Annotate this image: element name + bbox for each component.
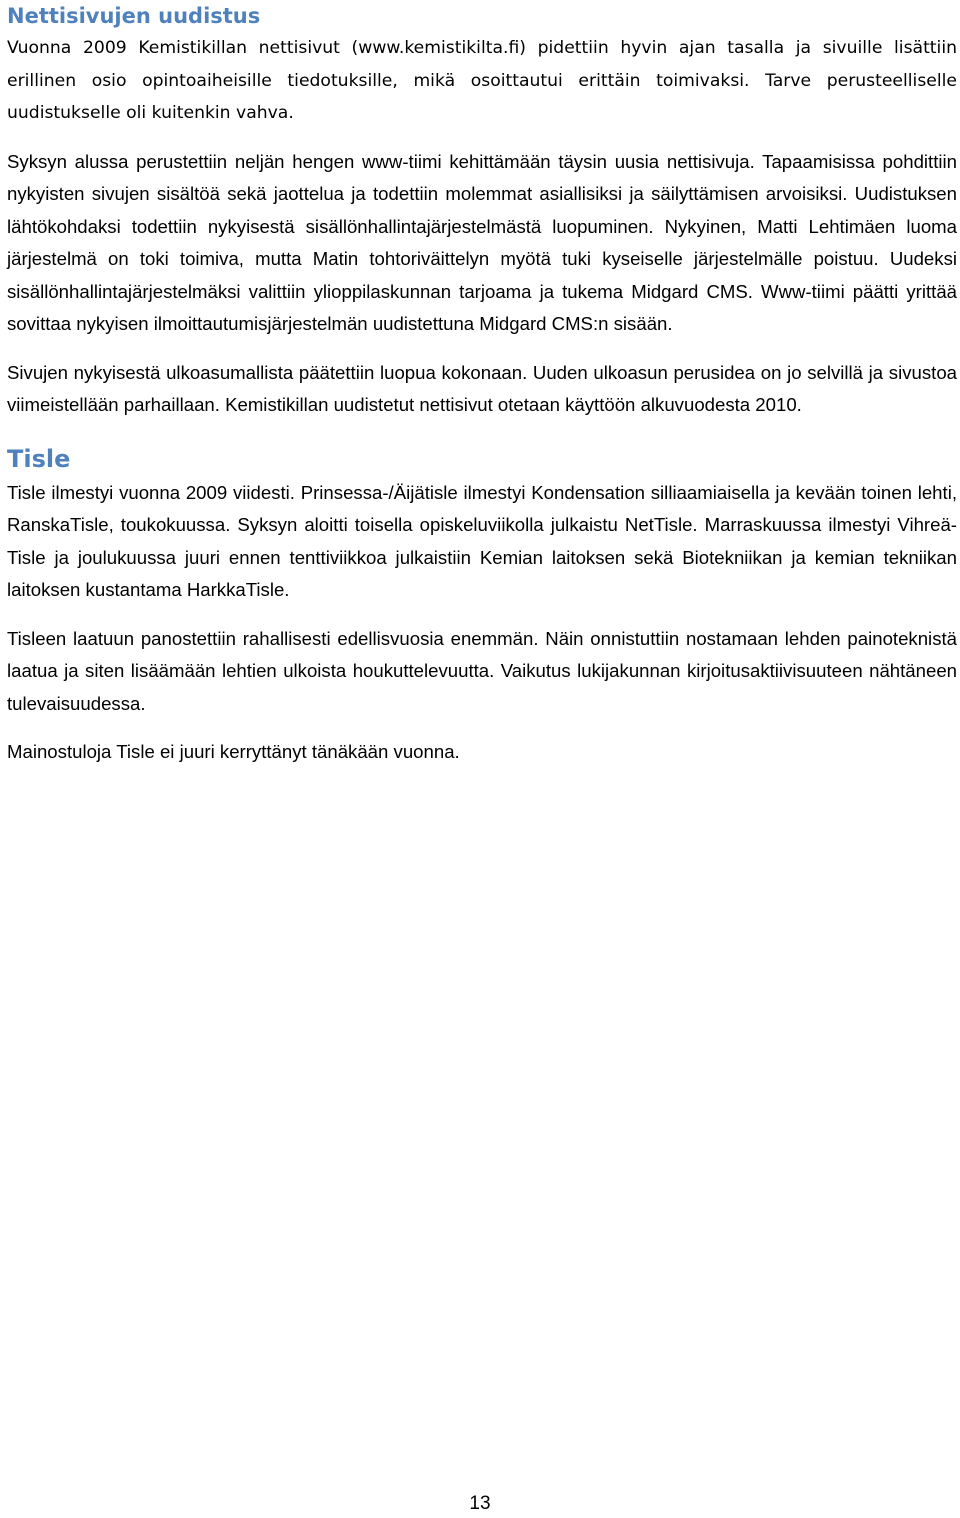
section-heading-website-renewal: Nettisivujen uudistus — [7, 4, 261, 28]
document-page — [7, 0, 957, 785]
paragraph: Syksyn alussa perustettiin neljän hengen www-tiimi kehittämään täysin uusia nettisivuja. Tapaamisissa pohdittiin nykyisten sivujen sisältöä sekä jaottelua ja todettiin molemmat asiallisiksi ja säilyttämisen arvoisiksi. Uudistuksen lähtökohdaksi todettiin nykyisestä sisällönhallintajärjestelmästä luopuminen. Nykyinen, Matti Lehtimäen luoma järjestelmä on toki toimiva, mutta Matin tohtoriväittelyn myötä tuki kyseiselle järjestelmälle poistuu. Uudeksi sisällönhallintajärjestelmäksi valittiin ylioppilaskunnan tarjoama ja tukema Midgard CMS. Www-tiimi päätti yrittää sovittaa nykyisen ilmoittautumisjärjestelmän uudistettuna Midgard CMS:n sisään. — [7, 150, 957, 334]
paragraph: Mainostuloja Tisle ei juuri kerryttänyt tänäkään vuonna. — [7, 741, 460, 762]
paragraph: Tisleen laatuun panostettiin rahallisesti edellisvuosia enemmän. Näin onnistuttiin nostamaan lehden painoteknistä laatua ja siten lisäämään lehtien ulkoista houkuttelevuutta. Vaikutus lukijakunnan kirjoitusaktiivisuuteen nähtäneen tulevaisuudessa. — [7, 627, 957, 714]
paragraph: Tisle ilmestyi vuonna 2009 viidesti. Prinsessa-/Äijätisle ilmestyi Kondensation silliaamiaisella ja kevään toinen lehti, RanskaTisle, toukokuussa. Syksyn aloitti toisella opiskeluviikolla julkaistu NetTisle. Marraskuussa ilmestyi Vihreä-Tisle ja joulukuussa juuri ennen tenttiviikkoa julkaistiin Kemian laitoksen sekä Biotekniikan ja kemian tekniikan laitoksen kustantama HarkkaTisle. — [7, 481, 957, 600]
paragraph: Vuonna 2009 Kemistikillan nettisivut (www.kemistikilta.fi) pidettiin hyvin ajan tasalla ja sivuille lisättiin erillinen osio opintoaiheisille tiedotuksille, mikä osoittautui erittäin toimivaksi. Tarve perusteelliselle uudistukselle oli kuitenkin vahva. — [7, 38, 957, 123]
page-number: 13 — [469, 1493, 491, 1514]
section-heading-tisle: Tisle — [7, 444, 71, 473]
paragraph: Sivujen nykyisestä ulkoasumallista päätettiin luopua kokonaan. Uuden ulkoasun perusidea on jo selvillä ja sivustoa viimeistellään parhaillaan. Kemistikillan uudistetut nettisivut otetaan käyttöön alkuvuodesta 2010. — [7, 361, 957, 415]
